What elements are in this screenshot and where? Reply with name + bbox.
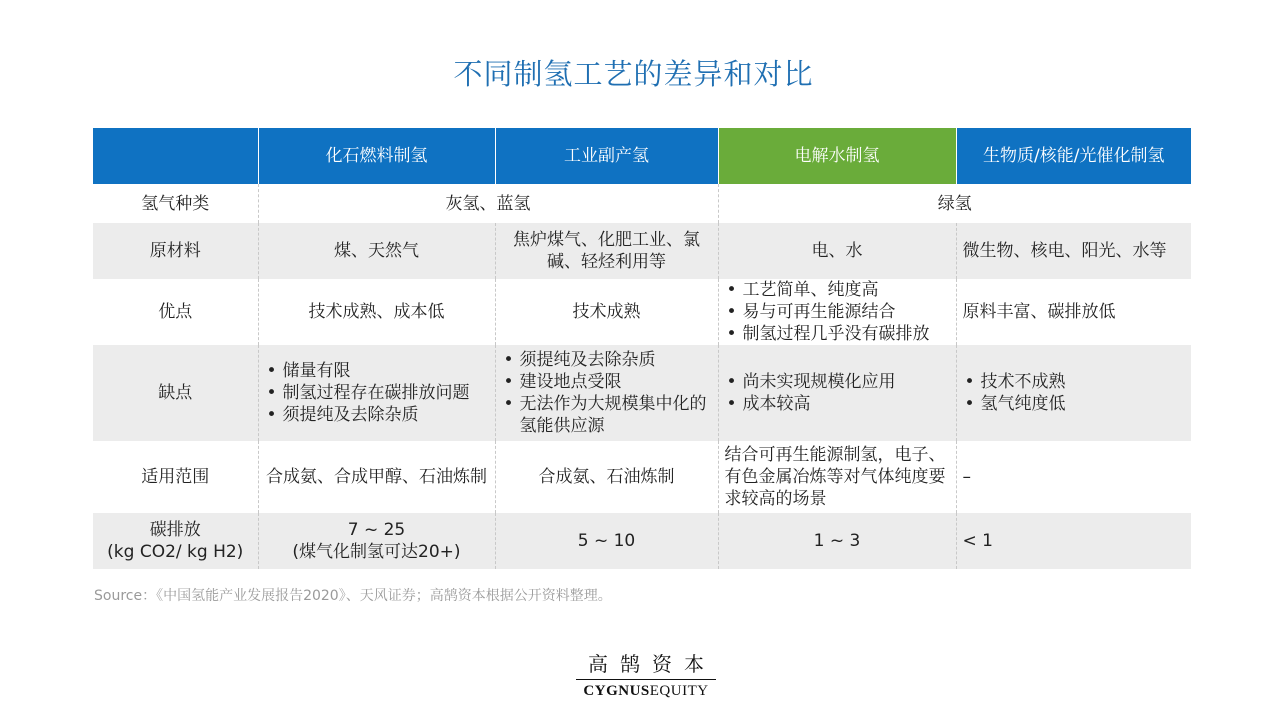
row-label: 适用范围: [93, 441, 258, 513]
source-note: Source：《中国氢能产业发展报告2020》、天风证券；高鹄资本根据公开资料整理。: [94, 588, 612, 604]
cell-line: 7 ~ 25: [347, 520, 406, 540]
row-label-line: 碳排放: [149, 520, 201, 540]
table-cell: [258, 513, 495, 569]
bullet-list: [725, 371, 950, 415]
table-row: [93, 345, 1191, 441]
row-label: 优点: [93, 279, 258, 345]
list-item: • 制氢过程存在碳排放问题: [283, 382, 489, 404]
row-label: 原材料: [93, 223, 258, 279]
table-cell: [258, 345, 495, 441]
list-item: • 须提纯及去除杂质: [283, 404, 489, 426]
header-biomass: 生物质/核能/光催化制氢: [956, 128, 1191, 184]
table-row: [93, 441, 1191, 513]
table-cell: 电、水: [718, 223, 956, 279]
table-cell: 1 ~ 3: [718, 513, 956, 569]
header-byproduct: 工业副产氢: [495, 128, 718, 184]
list-item: • 尚未实现规模化应用: [743, 371, 950, 393]
list-item: • 储量有限: [283, 360, 489, 382]
table-cell: 5 ~ 10: [495, 513, 718, 569]
comparison-table: [93, 128, 1191, 569]
page-title: 不同制氢工艺的差异和对比: [453, 57, 814, 91]
logo-en-text: [565, 683, 727, 700]
list-item: • 须提纯及去除杂质: [520, 349, 712, 371]
table-cell: 结合可再生能源制氢，电子、有色金属冶炼等对气体纯度要求较高的场景: [718, 441, 956, 513]
table-cell: 绿氢: [718, 184, 1191, 223]
table-cell: 灰氢、蓝氢: [258, 184, 718, 223]
table-cell: 技术成熟: [495, 279, 718, 345]
logo-en-bold: CYGNUS: [583, 683, 650, 699]
list-item: • 成本较高: [743, 393, 950, 415]
cell-line: (煤气化制氢可达20+): [292, 542, 461, 562]
row-label: 缺点: [93, 345, 258, 441]
bullet-list: [963, 371, 1186, 415]
table-cell: 煤、天然气: [258, 223, 495, 279]
table-cell: 焦炉煤气、化肥工业、氯碱、轻烃利用等: [495, 223, 718, 279]
header-row: [93, 128, 1191, 184]
list-item: • 工艺简单、纯度高: [743, 279, 950, 301]
table-cell: [495, 345, 718, 441]
header-fossil: 化石燃料制氢: [258, 128, 495, 184]
table-cell: 合成氨、合成甲醇、石油炼制: [258, 441, 495, 513]
row-label-unit: (kg CO2/ kg H2): [107, 542, 244, 562]
table-row: [93, 184, 1191, 223]
company-logo: [565, 648, 727, 700]
bullet-list: [502, 349, 712, 437]
table-cell: 合成氨、石油炼制: [495, 441, 718, 513]
table-cell: 技术成熟、成本低: [258, 279, 495, 345]
logo-cn-text: 高鹄资本: [576, 648, 716, 680]
table-row: [93, 513, 1191, 569]
table-cell: –: [956, 441, 1191, 513]
list-item: • 制氢过程几乎没有碳排放: [743, 323, 950, 345]
table-cell: 微生物、核电、阳光、水等: [956, 223, 1191, 279]
list-item: • 无法作为大规模集中化的氢能供应源: [520, 393, 712, 437]
row-label: [93, 513, 258, 569]
table-row: [93, 279, 1191, 345]
header-electrolysis: 电解水制氢: [718, 128, 956, 184]
logo-en-rest: EQUITY: [649, 683, 709, 699]
table-cell: < 1: [956, 513, 1191, 569]
table-cell: [956, 345, 1191, 441]
list-item: • 易与可再生能源结合: [743, 301, 950, 323]
table-cell: [718, 345, 956, 441]
bullet-list: [725, 279, 950, 345]
header-corner: [93, 128, 258, 184]
list-item: • 建设地点受限: [520, 371, 712, 393]
list-item: • 氢气纯度低: [981, 393, 1186, 415]
table-cell: 原料丰富、碳排放低: [956, 279, 1191, 345]
bullet-list: [265, 360, 489, 426]
table-cell: [718, 279, 956, 345]
row-label: 氢气种类: [93, 184, 258, 223]
list-item: • 技术不成熟: [981, 371, 1186, 393]
table-row: [93, 223, 1191, 279]
